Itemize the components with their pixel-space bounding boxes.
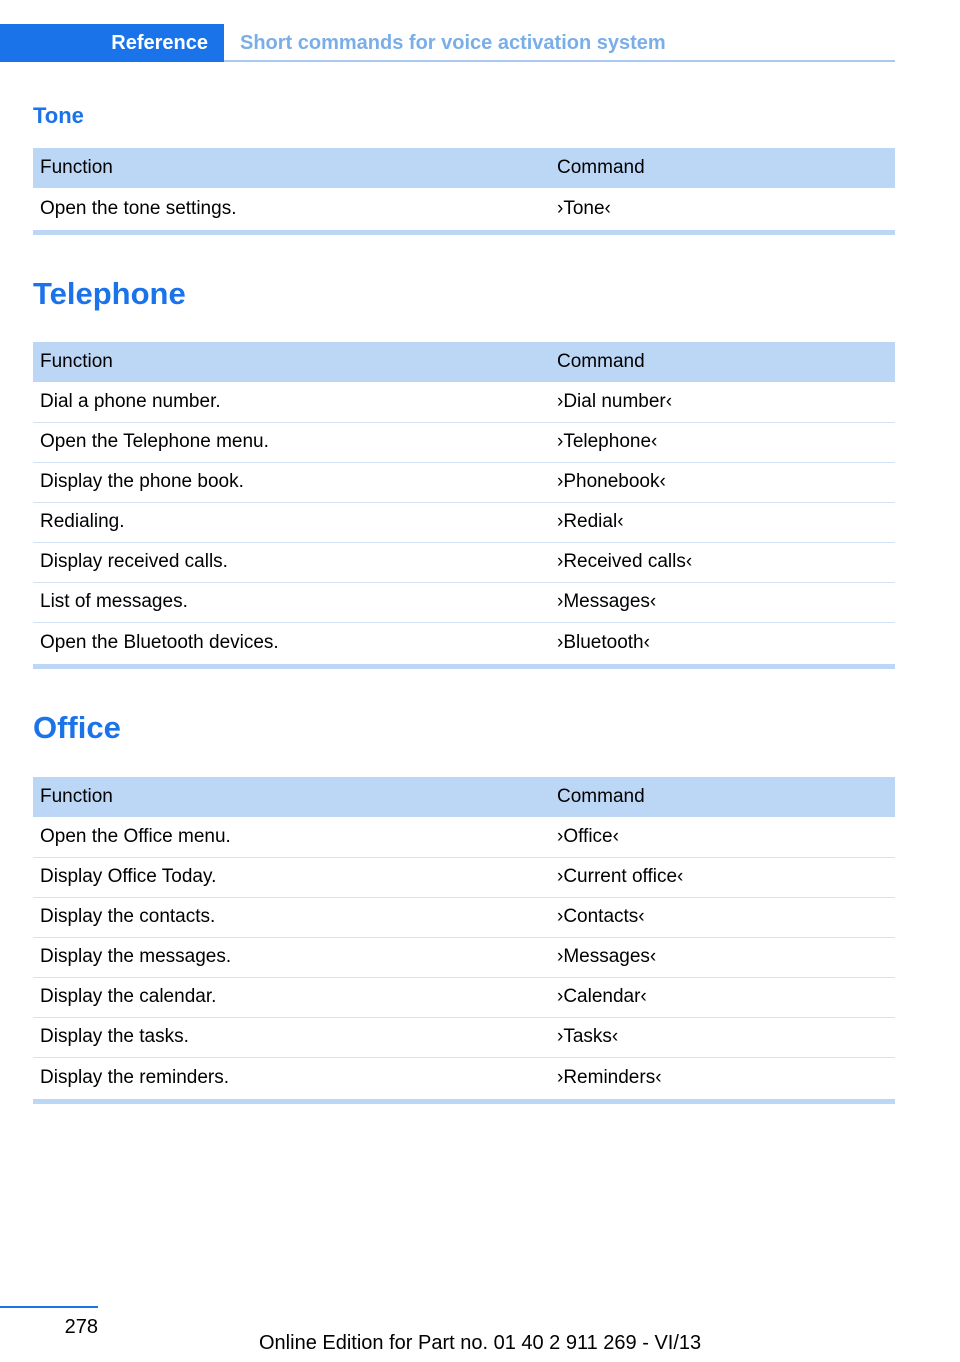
function-cell: List of messages. [33,582,550,622]
footer-rule [0,1306,98,1308]
section-tab[interactable]: Reference [0,24,224,62]
command-cell: ›Office‹ [550,817,895,857]
function-cell: Open the tone settings. [33,188,550,232]
command-cell: ›Messages‹ [550,937,895,977]
function-cell: Display the contacts. [33,897,550,937]
function-cell: Display the phone book. [33,462,550,502]
table-header-row [33,342,895,382]
function-cell: Open the Office menu. [33,817,550,857]
command-cell: ›Tasks‹ [550,1017,895,1057]
table-row [33,422,895,462]
function-cell: Display the tasks. [33,1017,550,1057]
table-row [33,502,895,542]
table-row [33,188,895,232]
table-row [33,937,895,977]
command-cell: ›Received calls‹ [550,542,895,582]
tone-heading: Tone [33,103,84,128]
header-rule [224,60,895,62]
table-row [33,1057,895,1101]
table-header-row [33,148,895,188]
function-cell: Display received calls. [33,542,550,582]
function-cell: Display Office Today. [33,857,550,897]
command-cell: ›Calendar‹ [550,977,895,1017]
command-column-header: Command [550,777,895,817]
table-row [33,382,895,422]
table-row [33,897,895,937]
page-number: 278 [64,1316,98,1338]
table-row [33,622,895,666]
chapter-title[interactable]: Short commands for voice activation system [240,32,666,54]
function-cell: Display the calendar. [33,977,550,1017]
command-column-header: Command [550,342,895,382]
table-row [33,462,895,502]
office-heading: Office [33,710,121,745]
function-cell: Display the reminders. [33,1057,550,1101]
command-cell: ›Dial number‹ [550,382,895,422]
table-row [33,582,895,622]
command-cell: ›Phonebook‹ [550,462,895,502]
command-cell: ›Current office‹ [550,857,895,897]
office-table [33,777,895,1104]
function-cell: Dial a phone number. [33,382,550,422]
table-header-row [33,777,895,817]
tone-table [33,148,895,235]
table-row [33,977,895,1017]
edition-note: Online Edition for Part no. 01 40 2 911 269 - VI/13 [259,1332,702,1354]
command-cell: ›Messages‹ [550,582,895,622]
function-column-header: Function [33,148,550,188]
table-row [33,857,895,897]
command-cell: ›Bluetooth‹ [550,622,895,666]
telephone-heading: Telephone [33,276,186,311]
command-cell: ›Contacts‹ [550,897,895,937]
function-cell: Open the Bluetooth devices. [33,622,550,666]
function-column-header: Function [33,342,550,382]
command-cell: ›Tone‹ [550,188,895,232]
page-header [0,24,895,62]
command-cell: ›Reminders‹ [550,1057,895,1101]
table-row [33,1017,895,1057]
command-cell: ›Telephone‹ [550,422,895,462]
command-cell: ›Redial‹ [550,502,895,542]
function-column-header: Function [33,777,550,817]
table-row [33,542,895,582]
function-cell: Open the Telephone menu. [33,422,550,462]
function-cell: Redialing. [33,502,550,542]
function-cell: Display the messages. [33,937,550,977]
table-row [33,817,895,857]
command-column-header: Command [550,148,895,188]
telephone-table [33,342,895,669]
